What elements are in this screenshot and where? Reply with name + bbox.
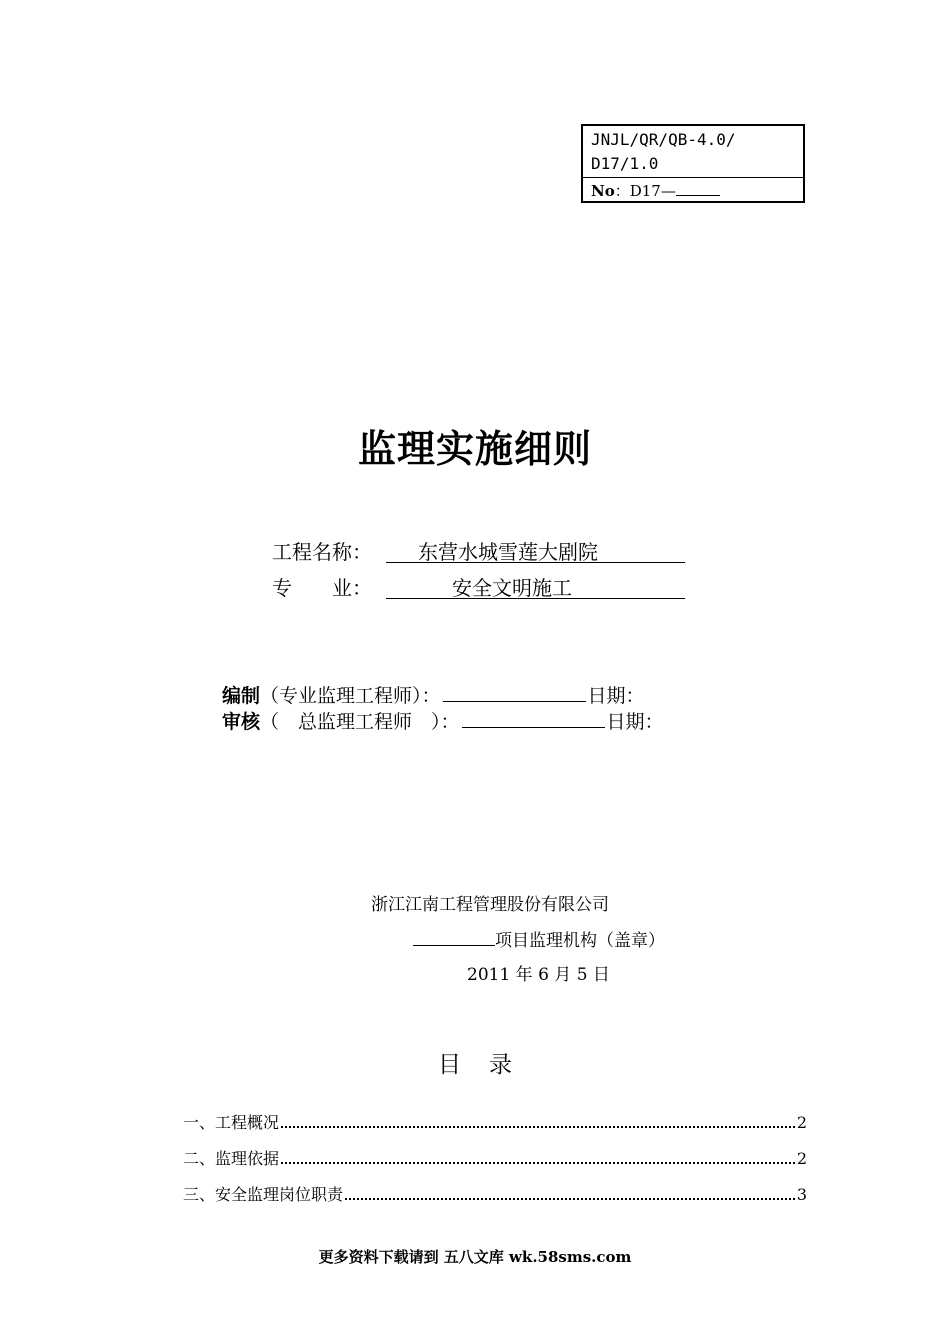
toc-item-label: 三、安全监理岗位职责: [183, 1185, 344, 1204]
document-code-box: [581, 124, 805, 203]
toc-item-page: 3: [796, 1185, 807, 1204]
toc-leader-dots: [281, 1126, 795, 1128]
org-blank: [413, 931, 495, 946]
company-name: 浙江江南工程管理股份有限公司: [371, 895, 609, 915]
document-date: 2011 年 6 月 5 日: [467, 965, 610, 985]
number-blank: [676, 181, 720, 196]
toc-item-page: 2: [796, 1149, 807, 1168]
code-divider: [583, 177, 803, 178]
no-label: No: [591, 182, 615, 200]
code-line-1: JNJL/QR/QB-4.0/: [591, 130, 736, 149]
no-value: ：D17—: [614, 182, 676, 200]
toc-item[interactable]: [183, 1148, 807, 1170]
compile-role: （专业监理工程师）：: [260, 685, 441, 707]
toc-item-label: 一、工程概况: [183, 1113, 280, 1132]
review-blank: [462, 709, 605, 728]
review-label: 审核: [222, 711, 261, 733]
toc-item-label: 二、监理依据: [183, 1149, 280, 1168]
review-date-label: 日期：: [606, 711, 664, 733]
document-number: [591, 181, 720, 200]
compile-row: [222, 683, 645, 708]
compile-blank: [443, 683, 586, 702]
project-name-value: 东营水城雪莲大剧院: [418, 540, 598, 564]
major-label: 专 业：: [272, 576, 372, 600]
code-line-2: D17/1.0: [591, 154, 659, 173]
toc-item[interactable]: [183, 1112, 807, 1134]
review-role: （ 总监理工程师 ）：: [260, 711, 460, 733]
compile-date-label: 日期：: [587, 685, 645, 707]
project-name-label: 工程名称：: [272, 540, 372, 564]
toc-item-page: 2: [796, 1113, 807, 1132]
review-row: [222, 709, 664, 734]
major-value: 安全文明施工: [452, 576, 572, 600]
toc-title: 目录: [438, 1052, 540, 1078]
footer-download-note[interactable]: 更多资料下载请到 五八文库 wk.58sms.com: [318, 1248, 632, 1266]
document-title: 监理实施细则: [357, 427, 592, 471]
toc-leader-dots: [281, 1162, 795, 1164]
project-org: [413, 930, 665, 952]
toc-leader-dots: [345, 1198, 795, 1200]
toc-item[interactable]: [183, 1184, 807, 1206]
org-suffix: 项目监理机构（盖章）: [495, 931, 665, 951]
compile-label: 编制: [222, 685, 261, 707]
